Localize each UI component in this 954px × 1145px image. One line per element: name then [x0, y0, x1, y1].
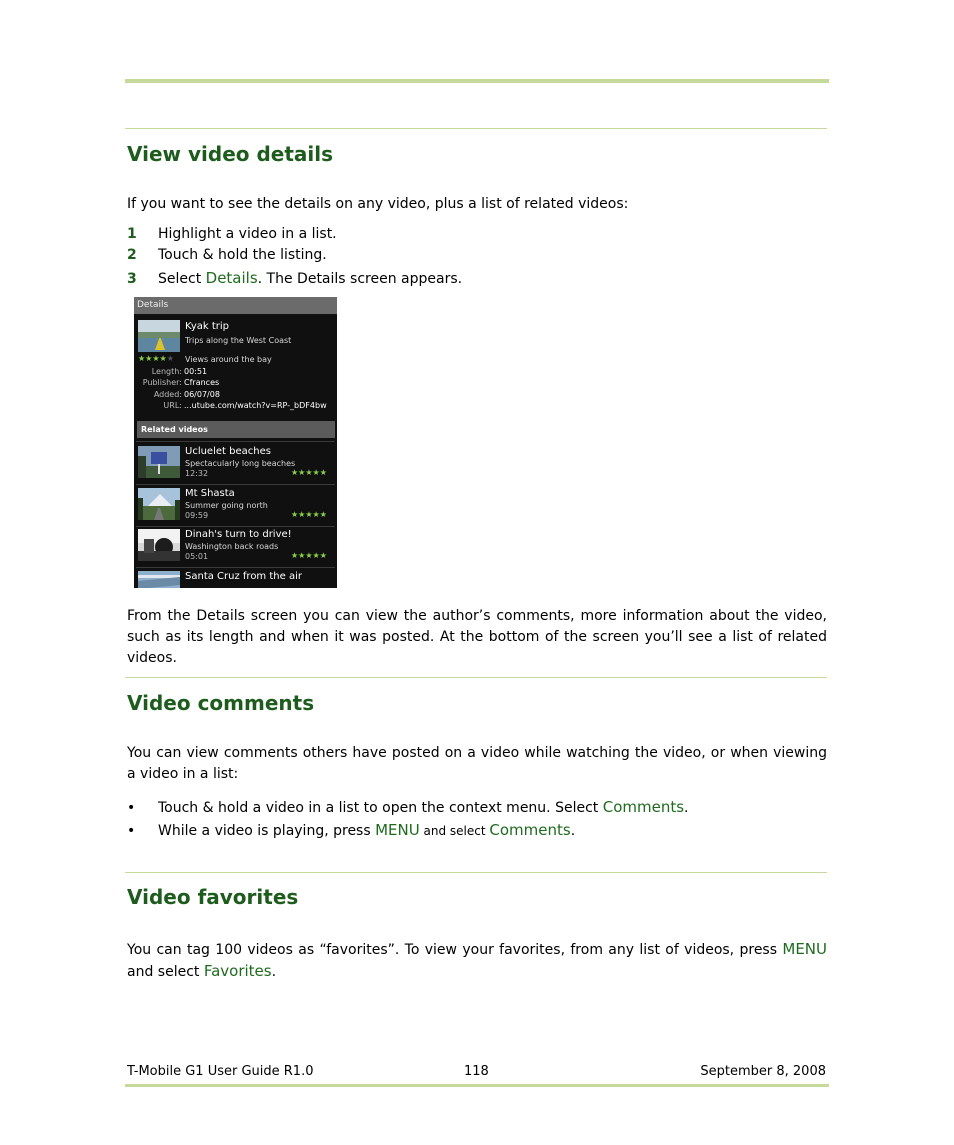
section-divider: [125, 872, 827, 873]
driving-thumbnail: [138, 529, 180, 561]
url-value[interactable]: ...utube.com/watch?v=RP-_bDF4bw: [184, 401, 327, 410]
menu-term: MENU: [375, 821, 420, 839]
section-heading-view-video-details: View video details: [127, 142, 334, 166]
footer-date: September 8, 2008: [700, 1064, 826, 1079]
list-divider: [136, 484, 335, 485]
step-text-pre: Select: [158, 271, 206, 287]
field-label: Length:: [151, 367, 182, 376]
related-rating-stars: ★★★★★: [291, 468, 327, 477]
aerial-thumbnail: [138, 571, 180, 588]
list-divider: [136, 441, 335, 442]
related-subtitle: Washington back roads: [185, 542, 279, 551]
step-1: [127, 226, 337, 242]
section-intro: If you want to see the details on any video, plus a list of related videos:: [127, 196, 629, 212]
section-intro: You can view comments others have posted on a video while watching the video, or when viewing a video in a list:: [127, 745, 827, 782]
favorites-term: Favorites: [203, 962, 272, 980]
favorites-paragraph: [127, 939, 827, 983]
comments-term: Comments: [602, 798, 685, 816]
comments-term: Comments: [489, 821, 571, 839]
related-length: 09:59: [185, 511, 209, 520]
kayak-thumbnail: [138, 320, 180, 352]
field-value: Cfrances: [184, 378, 220, 387]
related-videos-header: Related videos: [137, 421, 335, 438]
related-title: Ucluelet beaches: [185, 446, 271, 457]
bullet-text: While a video is playing, press: [158, 823, 376, 839]
list-divider: [136, 526, 335, 527]
related-subtitle: Spectacularly long beaches: [185, 459, 296, 468]
footer-rule: [125, 1084, 829, 1087]
related-length: 05:01: [185, 552, 209, 561]
related-subtitle: Summer going north: [185, 501, 268, 510]
bullet-text-post: .: [684, 800, 689, 816]
video-title: Kyak trip: [185, 321, 230, 332]
paragraph-text-post: .: [271, 964, 277, 980]
field-label: URL:: [163, 401, 182, 410]
field-value: 06/07/08: [184, 390, 220, 399]
section-divider: [125, 677, 827, 678]
list-divider: [136, 567, 335, 568]
related-rating-stars: ★★★★★: [291, 551, 327, 560]
field-value: 00:51: [184, 367, 208, 376]
bullet-text-post: .: [570, 823, 576, 839]
stars-filled: ★★★★: [138, 354, 167, 363]
section-heading-video-comments: Video comments: [127, 691, 315, 715]
related-length: 12:32: [185, 469, 209, 478]
header-rule: [125, 79, 829, 83]
step-2: [127, 247, 327, 263]
details-explanation: From the Details screen you can view the author’s comments, more information about the video, such as its length and when it was posted. At the bottom of the screen you’ll see a list of related videos.: [127, 608, 827, 666]
bullet-item: [127, 821, 575, 839]
step-number: 2: [127, 247, 137, 263]
field-label: Publisher:: [142, 378, 182, 387]
section-heading-video-favorites: Video favorites: [127, 885, 299, 909]
field-label: Added:: [153, 390, 182, 399]
related-rating-stars: ★★★★★: [291, 510, 327, 519]
step-3: [127, 269, 462, 287]
page-number: 118: [464, 1064, 489, 1079]
menu-term: MENU: [782, 940, 827, 958]
bullet-mark: •: [127, 823, 136, 839]
bullet-text: Touch & hold a video in a list to open the context menu. Select: [158, 800, 603, 816]
stars-empty: ★: [166, 354, 174, 363]
related-title: Santa Cruz from the air: [185, 571, 302, 582]
video-rating-stars: [138, 354, 174, 363]
beach-thumbnail: [138, 446, 180, 478]
screen-title: Details: [134, 297, 337, 314]
footer-title: T-Mobile G1 User Guide R1.0: [127, 1064, 314, 1079]
bullet-item: [127, 798, 688, 816]
step-text-post: . The Details screen appears.: [257, 271, 463, 287]
step-number: 1: [127, 226, 137, 242]
related-title: Dinah's turn to drive!: [185, 529, 292, 540]
details-term: Details: [205, 269, 258, 287]
mountain-thumbnail: [138, 488, 180, 520]
step-text: Touch & hold the listing.: [158, 247, 327, 263]
step-text: Highlight a video in a list.: [158, 226, 337, 242]
related-title: Mt Shasta: [185, 488, 235, 499]
step-number: 3: [127, 271, 137, 287]
paragraph-text-mid: and select: [127, 964, 204, 980]
section-divider: [125, 128, 827, 129]
paragraph-text: You can tag 100 videos as “favorites”. To view your favorites, from any list of videos, press: [127, 942, 783, 958]
details-screenshot: [134, 297, 337, 588]
video-description: Trips along the West Coast: [185, 336, 292, 345]
bullet-mark: •: [127, 800, 136, 816]
bullet-text-mid: and select: [419, 824, 490, 838]
video-views: Views around the bay: [185, 355, 272, 364]
